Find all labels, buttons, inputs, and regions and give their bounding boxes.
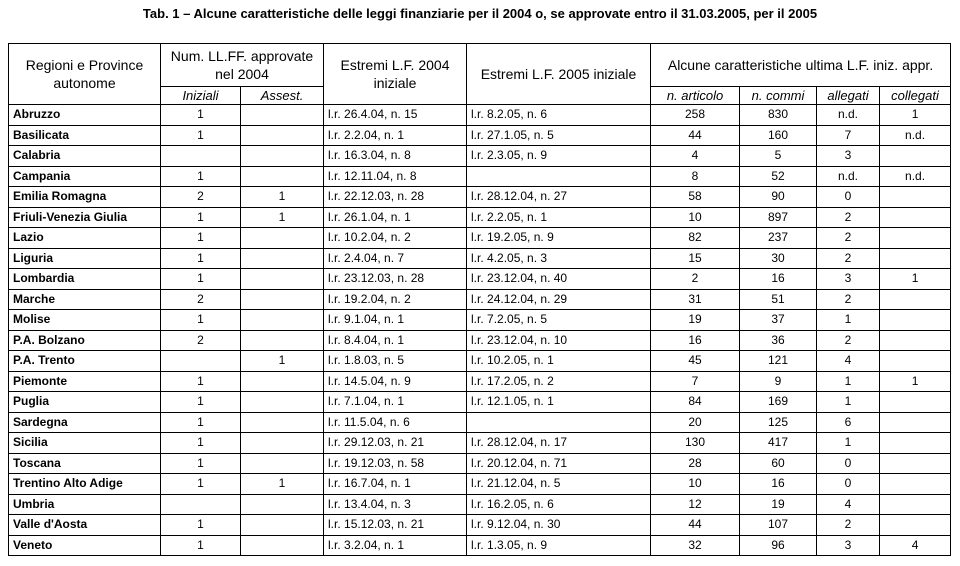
cell-estremi-2005: l.r. 2.3.05, n. 9 xyxy=(467,146,651,167)
cell-estremi-2004: l.r. 9.1.04, n. 1 xyxy=(324,310,467,331)
cell-estremi-2005: l.r. 28.12.04, n. 17 xyxy=(467,433,651,454)
cell-estremi-2004: l.r. 2.2.04, n. 1 xyxy=(324,125,467,146)
cell-assest xyxy=(241,105,324,126)
cell-n-articolo: 44 xyxy=(651,125,740,146)
cell-n-commi: 121 xyxy=(740,351,817,372)
cell-iniziali: 1 xyxy=(161,474,241,495)
cell-n-articolo: 15 xyxy=(651,248,740,269)
header-caratteristiche: Alcune caratteristiche ultima L.F. iniz. appr. xyxy=(651,44,951,87)
cell-estremi-2005: l.r. 23.12.04, n. 10 xyxy=(467,330,651,351)
cell-allegati: 1 xyxy=(817,392,880,413)
cell-n-commi: 90 xyxy=(740,187,817,208)
cell-region: Campania xyxy=(9,166,161,187)
cell-estremi-2004: l.r. 16.7.04, n. 1 xyxy=(324,474,467,495)
cell-iniziali: 1 xyxy=(161,371,241,392)
cell-n-commi: 30 xyxy=(740,248,817,269)
cell-region: Puglia xyxy=(9,392,161,413)
header-n-commi: n. commi xyxy=(740,87,817,105)
cell-estremi-2004: l.r. 7.1.04, n. 1 xyxy=(324,392,467,413)
cell-region: Sicilia xyxy=(9,433,161,454)
cell-region: P.A. Bolzano xyxy=(9,330,161,351)
cell-n-commi: 417 xyxy=(740,433,817,454)
cell-estremi-2005 xyxy=(467,412,651,433)
cell-collegati xyxy=(880,228,951,249)
cell-iniziali: 1 xyxy=(161,228,241,249)
cell-region: Marche xyxy=(9,289,161,310)
cell-n-articolo: 58 xyxy=(651,187,740,208)
cell-estremi-2004: l.r. 16.3.04, n. 8 xyxy=(324,146,467,167)
cell-n-commi: 9 xyxy=(740,371,817,392)
cell-assest: 1 xyxy=(241,207,324,228)
cell-region: Emilia Romagna xyxy=(9,187,161,208)
cell-collegati xyxy=(880,433,951,454)
cell-n-commi: 96 xyxy=(740,535,817,556)
cell-estremi-2005: l.r. 9.12.04, n. 30 xyxy=(467,515,651,536)
cell-region: Toscana xyxy=(9,453,161,474)
cell-n-articolo: 32 xyxy=(651,535,740,556)
cell-assest: 1 xyxy=(241,474,324,495)
header-estremi-2004: Estremi L.F. 2004 iniziale xyxy=(324,44,467,105)
cell-region: Lombardia xyxy=(9,269,161,290)
cell-collegati xyxy=(880,330,951,351)
cell-n-commi: 36 xyxy=(740,330,817,351)
cell-assest xyxy=(241,125,324,146)
cell-estremi-2005: l.r. 28.12.04, n. 27 xyxy=(467,187,651,208)
cell-n-articolo: 10 xyxy=(651,474,740,495)
cell-n-commi: 37 xyxy=(740,310,817,331)
table-body xyxy=(9,105,951,556)
cell-assest xyxy=(241,515,324,536)
table-row xyxy=(9,166,951,187)
header-num-llff: Num. LL.FF. approvate nel 2004 xyxy=(161,44,324,87)
cell-n-articolo: 4 xyxy=(651,146,740,167)
cell-collegati xyxy=(880,351,951,372)
cell-assest xyxy=(241,310,324,331)
cell-estremi-2005: l.r. 10.2.05, n. 1 xyxy=(467,351,651,372)
cell-allegati: 2 xyxy=(817,228,880,249)
cell-collegati xyxy=(880,412,951,433)
cell-allegati: 1 xyxy=(817,371,880,392)
cell-n-articolo: 45 xyxy=(651,351,740,372)
cell-assest xyxy=(241,289,324,310)
cell-estremi-2005: l.r. 21.12.04, n. 5 xyxy=(467,474,651,495)
cell-allegati: 0 xyxy=(817,453,880,474)
cell-n-articolo: 82 xyxy=(651,228,740,249)
cell-estremi-2005: l.r. 1.3.05, n. 9 xyxy=(467,535,651,556)
cell-assest xyxy=(241,330,324,351)
cell-estremi-2004: l.r. 8.4.04, n. 1 xyxy=(324,330,467,351)
cell-assest xyxy=(241,146,324,167)
cell-n-articolo: 16 xyxy=(651,330,740,351)
cell-allegati: 7 xyxy=(817,125,880,146)
cell-assest: 1 xyxy=(241,351,324,372)
table-row xyxy=(9,392,951,413)
cell-collegati xyxy=(880,392,951,413)
cell-iniziali: 1 xyxy=(161,433,241,454)
table-title: Tab. 1 – Alcune caratteristiche delle leggi finanziarie per il 2004 o, se approvate entro il 31.03.2005, per il 2005 xyxy=(142,6,818,21)
cell-n-articolo: 130 xyxy=(651,433,740,454)
cell-collegati xyxy=(880,310,951,331)
cell-collegati: 1 xyxy=(880,105,951,126)
cell-n-articolo: 84 xyxy=(651,392,740,413)
cell-region: Molise xyxy=(9,310,161,331)
cell-n-commi: 19 xyxy=(740,494,817,515)
cell-region: Liguria xyxy=(9,248,161,269)
cell-estremi-2005: l.r. 17.2.05, n. 2 xyxy=(467,371,651,392)
table-row xyxy=(9,105,951,126)
cell-n-commi: 897 xyxy=(740,207,817,228)
cell-iniziali: 2 xyxy=(161,330,241,351)
header-allegati: allegati xyxy=(817,87,880,105)
cell-allegati: 2 xyxy=(817,207,880,228)
cell-assest xyxy=(241,494,324,515)
cell-n-articolo: 19 xyxy=(651,310,740,331)
table-row xyxy=(9,248,951,269)
cell-iniziali: 1 xyxy=(161,166,241,187)
cell-collegati: 1 xyxy=(880,269,951,290)
cell-allegati: 0 xyxy=(817,187,880,208)
cell-iniziali: 1 xyxy=(161,248,241,269)
cell-allegati: 1 xyxy=(817,433,880,454)
table-row xyxy=(9,433,951,454)
cell-region: Sardegna xyxy=(9,412,161,433)
cell-iniziali: 1 xyxy=(161,105,241,126)
cell-n-commi: 830 xyxy=(740,105,817,126)
cell-estremi-2005: l.r. 7.2.05, n. 5 xyxy=(467,310,651,331)
cell-n-articolo: 10 xyxy=(651,207,740,228)
cell-estremi-2004: l.r. 26.1.04, n. 1 xyxy=(324,207,467,228)
cell-collegati xyxy=(880,187,951,208)
cell-estremi-2004: l.r. 11.5.04, n. 6 xyxy=(324,412,467,433)
cell-assest xyxy=(241,371,324,392)
cell-estremi-2005: l.r. 23.12.04, n. 40 xyxy=(467,269,651,290)
cell-assest xyxy=(241,248,324,269)
cell-region: Veneto xyxy=(9,535,161,556)
cell-iniziali: 1 xyxy=(161,453,241,474)
cell-n-articolo: 44 xyxy=(651,515,740,536)
table-row xyxy=(9,310,951,331)
cell-estremi-2004: l.r. 15.12.03, n. 21 xyxy=(324,515,467,536)
cell-collegati xyxy=(880,289,951,310)
cell-region: Basilicata xyxy=(9,125,161,146)
cell-n-articolo: 12 xyxy=(651,494,740,515)
table-row xyxy=(9,412,951,433)
cell-collegati xyxy=(880,248,951,269)
cell-collegati: n.d. xyxy=(880,125,951,146)
data-table xyxy=(8,43,951,556)
cell-estremi-2004: l.r. 22.12.03, n. 28 xyxy=(324,187,467,208)
cell-allegati: n.d. xyxy=(817,166,880,187)
cell-collegati xyxy=(880,146,951,167)
cell-estremi-2005: l.r. 19.2.05, n. 9 xyxy=(467,228,651,249)
cell-collegati xyxy=(880,453,951,474)
cell-estremi-2004: l.r. 12.11.04, n. 8 xyxy=(324,166,467,187)
cell-collegati xyxy=(880,494,951,515)
cell-estremi-2005: l.r. 8.2.05, n. 6 xyxy=(467,105,651,126)
cell-n-articolo: 28 xyxy=(651,453,740,474)
cell-collegati xyxy=(880,207,951,228)
cell-n-commi: 52 xyxy=(740,166,817,187)
cell-allegati: n.d. xyxy=(817,105,880,126)
cell-allegati: 3 xyxy=(817,535,880,556)
cell-allegati: 2 xyxy=(817,330,880,351)
table-row xyxy=(9,535,951,556)
cell-n-articolo: 8 xyxy=(651,166,740,187)
cell-n-articolo: 7 xyxy=(651,371,740,392)
cell-estremi-2005: l.r. 4.2.05, n. 3 xyxy=(467,248,651,269)
cell-iniziali: 1 xyxy=(161,207,241,228)
cell-collegati: 1 xyxy=(880,371,951,392)
cell-estremi-2005 xyxy=(467,166,651,187)
cell-assest xyxy=(241,535,324,556)
cell-allegati: 1 xyxy=(817,310,880,331)
cell-region: Calabria xyxy=(9,146,161,167)
cell-estremi-2005: l.r. 16.2.05, n. 6 xyxy=(467,494,651,515)
cell-iniziali: 1 xyxy=(161,535,241,556)
cell-n-commi: 169 xyxy=(740,392,817,413)
header-regioni: Regioni e Province autonome xyxy=(9,44,161,105)
cell-allegati: 3 xyxy=(817,269,880,290)
table-row xyxy=(9,515,951,536)
header-n-articolo: n. articolo xyxy=(651,87,740,105)
table-row xyxy=(9,371,951,392)
cell-n-articolo: 31 xyxy=(651,289,740,310)
cell-assest xyxy=(241,269,324,290)
cell-estremi-2005: l.r. 24.12.04, n. 29 xyxy=(467,289,651,310)
cell-iniziali xyxy=(161,351,241,372)
cell-iniziali: 1 xyxy=(161,392,241,413)
cell-allegati: 3 xyxy=(817,146,880,167)
cell-estremi-2004: l.r. 10.2.04, n. 2 xyxy=(324,228,467,249)
cell-estremi-2004: l.r. 1.8.03, n. 5 xyxy=(324,351,467,372)
cell-iniziali: 2 xyxy=(161,187,241,208)
cell-iniziali: 2 xyxy=(161,289,241,310)
cell-n-commi: 160 xyxy=(740,125,817,146)
cell-iniziali xyxy=(161,146,241,167)
cell-assest: 1 xyxy=(241,187,324,208)
cell-estremi-2005: l.r. 20.12.04, n. 71 xyxy=(467,453,651,474)
cell-collegati xyxy=(880,474,951,495)
cell-n-commi: 125 xyxy=(740,412,817,433)
cell-estremi-2004: l.r. 14.5.04, n. 9 xyxy=(324,371,467,392)
header-collegati: collegati xyxy=(880,87,951,105)
cell-allegati: 2 xyxy=(817,248,880,269)
table-row xyxy=(9,330,951,351)
cell-n-commi: 5 xyxy=(740,146,817,167)
table-row xyxy=(9,125,951,146)
cell-estremi-2004: l.r. 2.4.04, n. 7 xyxy=(324,248,467,269)
table-row xyxy=(9,146,951,167)
cell-region: Valle d'Aosta xyxy=(9,515,161,536)
table-row xyxy=(9,494,951,515)
cell-allegati: 4 xyxy=(817,494,880,515)
header-assest: Assest. xyxy=(241,87,324,105)
cell-region: Lazio xyxy=(9,228,161,249)
cell-allegati: 2 xyxy=(817,515,880,536)
header-estremi-2005: Estremi L.F. 2005 iniziale xyxy=(467,44,651,105)
cell-collegati xyxy=(880,515,951,536)
cell-n-commi: 107 xyxy=(740,515,817,536)
cell-collegati: n.d. xyxy=(880,166,951,187)
cell-region: P.A. Trento xyxy=(9,351,161,372)
cell-n-commi: 16 xyxy=(740,474,817,495)
cell-iniziali xyxy=(161,494,241,515)
table-row xyxy=(9,351,951,372)
cell-region: Piemonte xyxy=(9,371,161,392)
cell-estremi-2004: l.r. 23.12.03, n. 28 xyxy=(324,269,467,290)
cell-iniziali: 1 xyxy=(161,412,241,433)
cell-region: Trentino Alto Adige xyxy=(9,474,161,495)
cell-estremi-2004: l.r. 3.2.04, n. 1 xyxy=(324,535,467,556)
table-row xyxy=(9,289,951,310)
cell-allegati: 0 xyxy=(817,474,880,495)
cell-iniziali: 1 xyxy=(161,125,241,146)
table-row xyxy=(9,474,951,495)
table-row xyxy=(9,228,951,249)
cell-allegati: 2 xyxy=(817,289,880,310)
cell-assest xyxy=(241,412,324,433)
cell-estremi-2005: l.r. 27.1.05, n. 5 xyxy=(467,125,651,146)
cell-n-commi: 237 xyxy=(740,228,817,249)
table-row xyxy=(9,453,951,474)
cell-region: Abruzzo xyxy=(9,105,161,126)
cell-estremi-2004: l.r. 19.2.04, n. 2 xyxy=(324,289,467,310)
cell-allegati: 4 xyxy=(817,351,880,372)
cell-iniziali: 1 xyxy=(161,310,241,331)
cell-assest xyxy=(241,433,324,454)
cell-n-articolo: 20 xyxy=(651,412,740,433)
table-row xyxy=(9,269,951,290)
cell-assest xyxy=(241,453,324,474)
cell-region: Friuli-Venezia Giulia xyxy=(9,207,161,228)
cell-n-articolo: 2 xyxy=(651,269,740,290)
cell-assest xyxy=(241,228,324,249)
cell-assest xyxy=(241,392,324,413)
cell-iniziali: 1 xyxy=(161,515,241,536)
cell-estremi-2004: l.r. 29.12.03, n. 21 xyxy=(324,433,467,454)
cell-n-commi: 51 xyxy=(740,289,817,310)
cell-n-commi: 60 xyxy=(740,453,817,474)
cell-estremi-2004: l.r. 13.4.04, n. 3 xyxy=(324,494,467,515)
cell-n-articolo: 258 xyxy=(651,105,740,126)
cell-n-commi: 16 xyxy=(740,269,817,290)
cell-collegati: 4 xyxy=(880,535,951,556)
cell-region: Umbria xyxy=(9,494,161,515)
cell-estremi-2005: l.r. 2.2.05, n. 1 xyxy=(467,207,651,228)
table-row xyxy=(9,187,951,208)
cell-assest xyxy=(241,166,324,187)
cell-iniziali: 1 xyxy=(161,269,241,290)
table-row xyxy=(9,207,951,228)
cell-estremi-2004: l.r. 26.4.04, n. 15 xyxy=(324,105,467,126)
cell-estremi-2005: l.r. 12.1.05, n. 1 xyxy=(467,392,651,413)
cell-allegati: 6 xyxy=(817,412,880,433)
header-iniziali: Iniziali xyxy=(161,87,241,105)
cell-estremi-2004: l.r. 19.12.03, n. 58 xyxy=(324,453,467,474)
